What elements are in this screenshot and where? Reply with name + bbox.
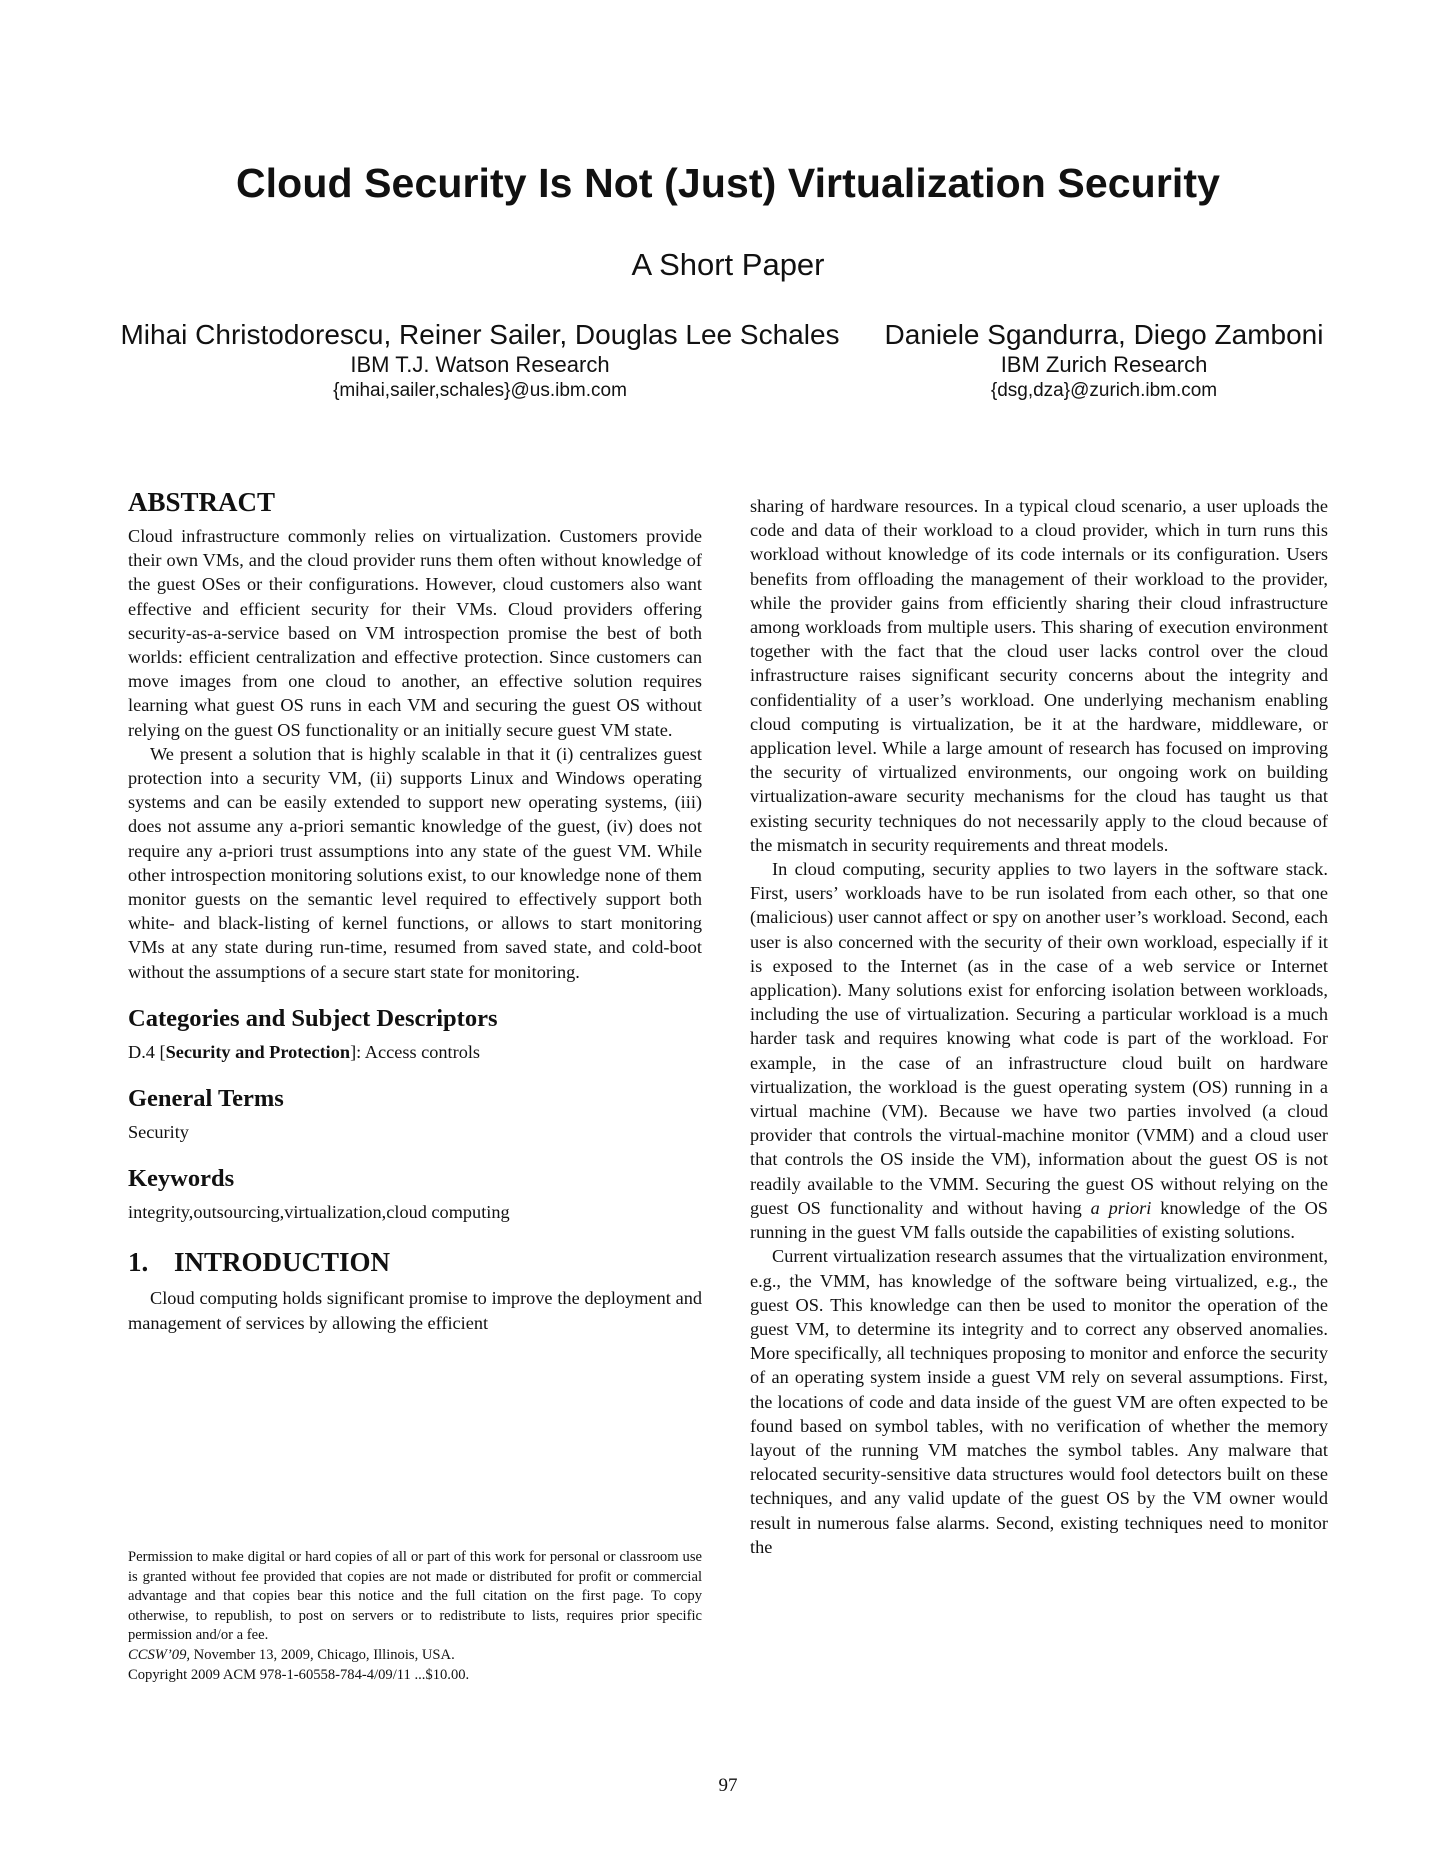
section-number: 1. (128, 1247, 149, 1278)
left-column (128, 486, 702, 1335)
introduction-heading (128, 1246, 702, 1278)
general-terms-heading: General Terms (128, 1085, 284, 1113)
keywords-heading: Keywords (128, 1165, 235, 1193)
categories-prefix: D.4 [ (128, 1041, 166, 1062)
author-affiliation: IBM Zurich Research (1000, 352, 1208, 377)
categories-heading: Categories and Subject Descriptors (128, 1004, 498, 1032)
introduction-paragraph: sharing of hardware resources. In a typical cloud scenario, a user uploads the code and data of their workload to a cloud provider, which in turn runs this workload without knowledge of its code internals or its configuration. Users benefits from offloading the management of their workload to the provider, while the provider gains from efficiently sharing their cloud infrastructure among workloads from multiple users. This sharing of execution environment together with the fact that the cloud user lacks control over the cloud infrastructure raises significant security concerns about the integrity and confidentiality of a user’s workload. One underlying mechanism enabling cloud computing is virtualization, be it at the hardware, middleware, or application level. While a large amount of research has focused on improving the security of virtualized environments, our ongoing work on building virtualization-aware security mechanisms for the cloud has taught us that existing security techniques do not necessarily apply to the cloud because of the mismatch in security requirements and threat models. (750, 496, 1328, 855)
paper-title: Cloud Security Is Not (Just) Virtualization Security (235, 160, 1221, 206)
introduction-paragraph: Cloud computing holds significant promise to improve the deployment and management of services by allowing the efficient (128, 1288, 702, 1333)
author-email: {mihai,sailer,schales}@us.ibm.com (333, 380, 627, 401)
keywords-text: integrity,outsourcing,virtualization,cloud computing (128, 1202, 510, 1223)
emphasis-text: a priori (1090, 1197, 1152, 1218)
general-terms-text: Security (128, 1122, 189, 1143)
venue-line (128, 1646, 702, 1666)
author-block-zurich (872, 318, 1336, 404)
paper-subtitle: A Short Paper (631, 247, 825, 282)
introduction-paragraph: Current virtualization research assumes that the virtualization environment, e.g., the VMM, has knowledge of the software being virtualized, e.g., the guest OS. This knowledge can then be used to monitor the operation of the guest VM, to determine its integrity and to correct any observed anomalies. More specifically, all techniques proposing to monitor and enforce the security of an operating system inside a guest VM rely on several assumptions. First, the locations of code and data inside of the guest VM are often expected to be found based on symbol tables, with no verification of whether the memory layout of the running VM matches the symbol tables. Any malware that relocated security-sensitive data structures would fool detectors built on these techniques, and any valid update of the guest OS by the VM owner would result in numerous false alarms. Second, existing techniques need to monitor the (750, 1246, 1328, 1557)
author-names: Mihai Christodorescu, Reiner Sailer, Douglas Lee Schales (120, 319, 840, 350)
author-affiliation: IBM T.J. Watson Research (350, 352, 610, 377)
abstract-paragraph: Cloud infrastructure commonly relies on virtualization. Customers provide their own VMs, and the cloud provider runs them often without knowledge of the guest OSes or their configurations. However, cloud customers also want effective and efficient security for their VMs. Cloud providers offering security-as-a-service based on VM introspection promise the best of both worlds: efficient centralization and effective protection. Since customers can move images from one cloud to another, an effective solution requires learning what guest OS runs in each VM and securing the guest OS without relying on the guest OS functionality or an initially secure guest VM state. (128, 526, 702, 740)
section-title: INTRODUCTION (174, 1247, 391, 1278)
copyright-line: Copyright 2009 ACM 978-1-60558-784-4/09/11 ...$10.00. (128, 1666, 470, 1683)
permission-notice: Permission to make digital or hard copies of all or part of this work for personal or classroom use is granted without fee provided that copies are not made or distributed for profit or commercial advantage and that copies bear this notice and the full citation on the first page. To copy otherwise, to republish, to post on servers or to redistribute to lists, requires prior specific permission and/or a fee. (128, 1549, 702, 1644)
categories-suffix: ]: Access controls (350, 1041, 481, 1062)
categories-bold: Security and Protection (165, 1041, 351, 1062)
copyright-footnote (128, 1548, 702, 1685)
abstract-heading: ABSTRACT (128, 487, 276, 517)
author-names: Daniele Sgandurra, Diego Zamboni (884, 319, 1324, 350)
paragraph-text: In cloud computing, security applies to two layers in the software stack. First, users’ workloads have to be run isolated from each other, so that one (malicious) user cannot affect or spy on another user’s workload. Second, each user is also concerned with the security of their own workload, especially if it is exposed to the Internet (as in the case of a web service or Internet application). Many solutions exist for enforcing isolation between workloads, including the use of virtualization. Securing a particular workload is a much harder task and requires knowing what code is part of the workload. For example, in the case of an infrastructure cloud built on hardware virtualization, the workload is the guest operating system (OS) running in a virtual machine (VM). Because we have two parties involved (a cloud provider that controls the virtual-machine monitor (VMM) and a cloud user that controls the OS inside the VM), information about the guest OS is not readily available to the VMM. Securing the guest OS without relying on the guest OS functionality and without having (750, 859, 1328, 1218)
author-email: {dsg,dza}@zurich.ibm.com (990, 380, 1218, 401)
venue-name: CCSW’09, (128, 1646, 191, 1663)
abstract-paragraph: We present a solution that is highly scalable in that it (i) centralizes guest protection into a security VM, (ii) supports Linux and Windows operating systems and can be easily extended to support new operating systems, (iii) does not assume any a-priori semantic knowledge of the guest, (iv) does not require any a-priori trust assumptions into any state of the guest VM. While other introspection monitoring solutions exist, to our knowledge none of them monitor guests on the semantic level required to effectively support both white- and black-listing of kernel functions, or allows to start monitoring VMs at any state during run-time, resumed from saved state, and cold-boot without the assumptions of a secure start state for monitoring. (128, 743, 702, 982)
right-column (750, 494, 1328, 1559)
venue-details: November 13, 2009, Chicago, Illinois, USA. (190, 1646, 455, 1663)
author-block-watson (100, 318, 860, 404)
paragraph-text: knowledge of the OS running in the guest VM falls outside the capabilities of existing solutions. (750, 1197, 1328, 1243)
page-number: 97 (718, 1775, 738, 1796)
introduction-paragraph (750, 857, 1328, 1244)
categories-text (128, 1040, 702, 1064)
